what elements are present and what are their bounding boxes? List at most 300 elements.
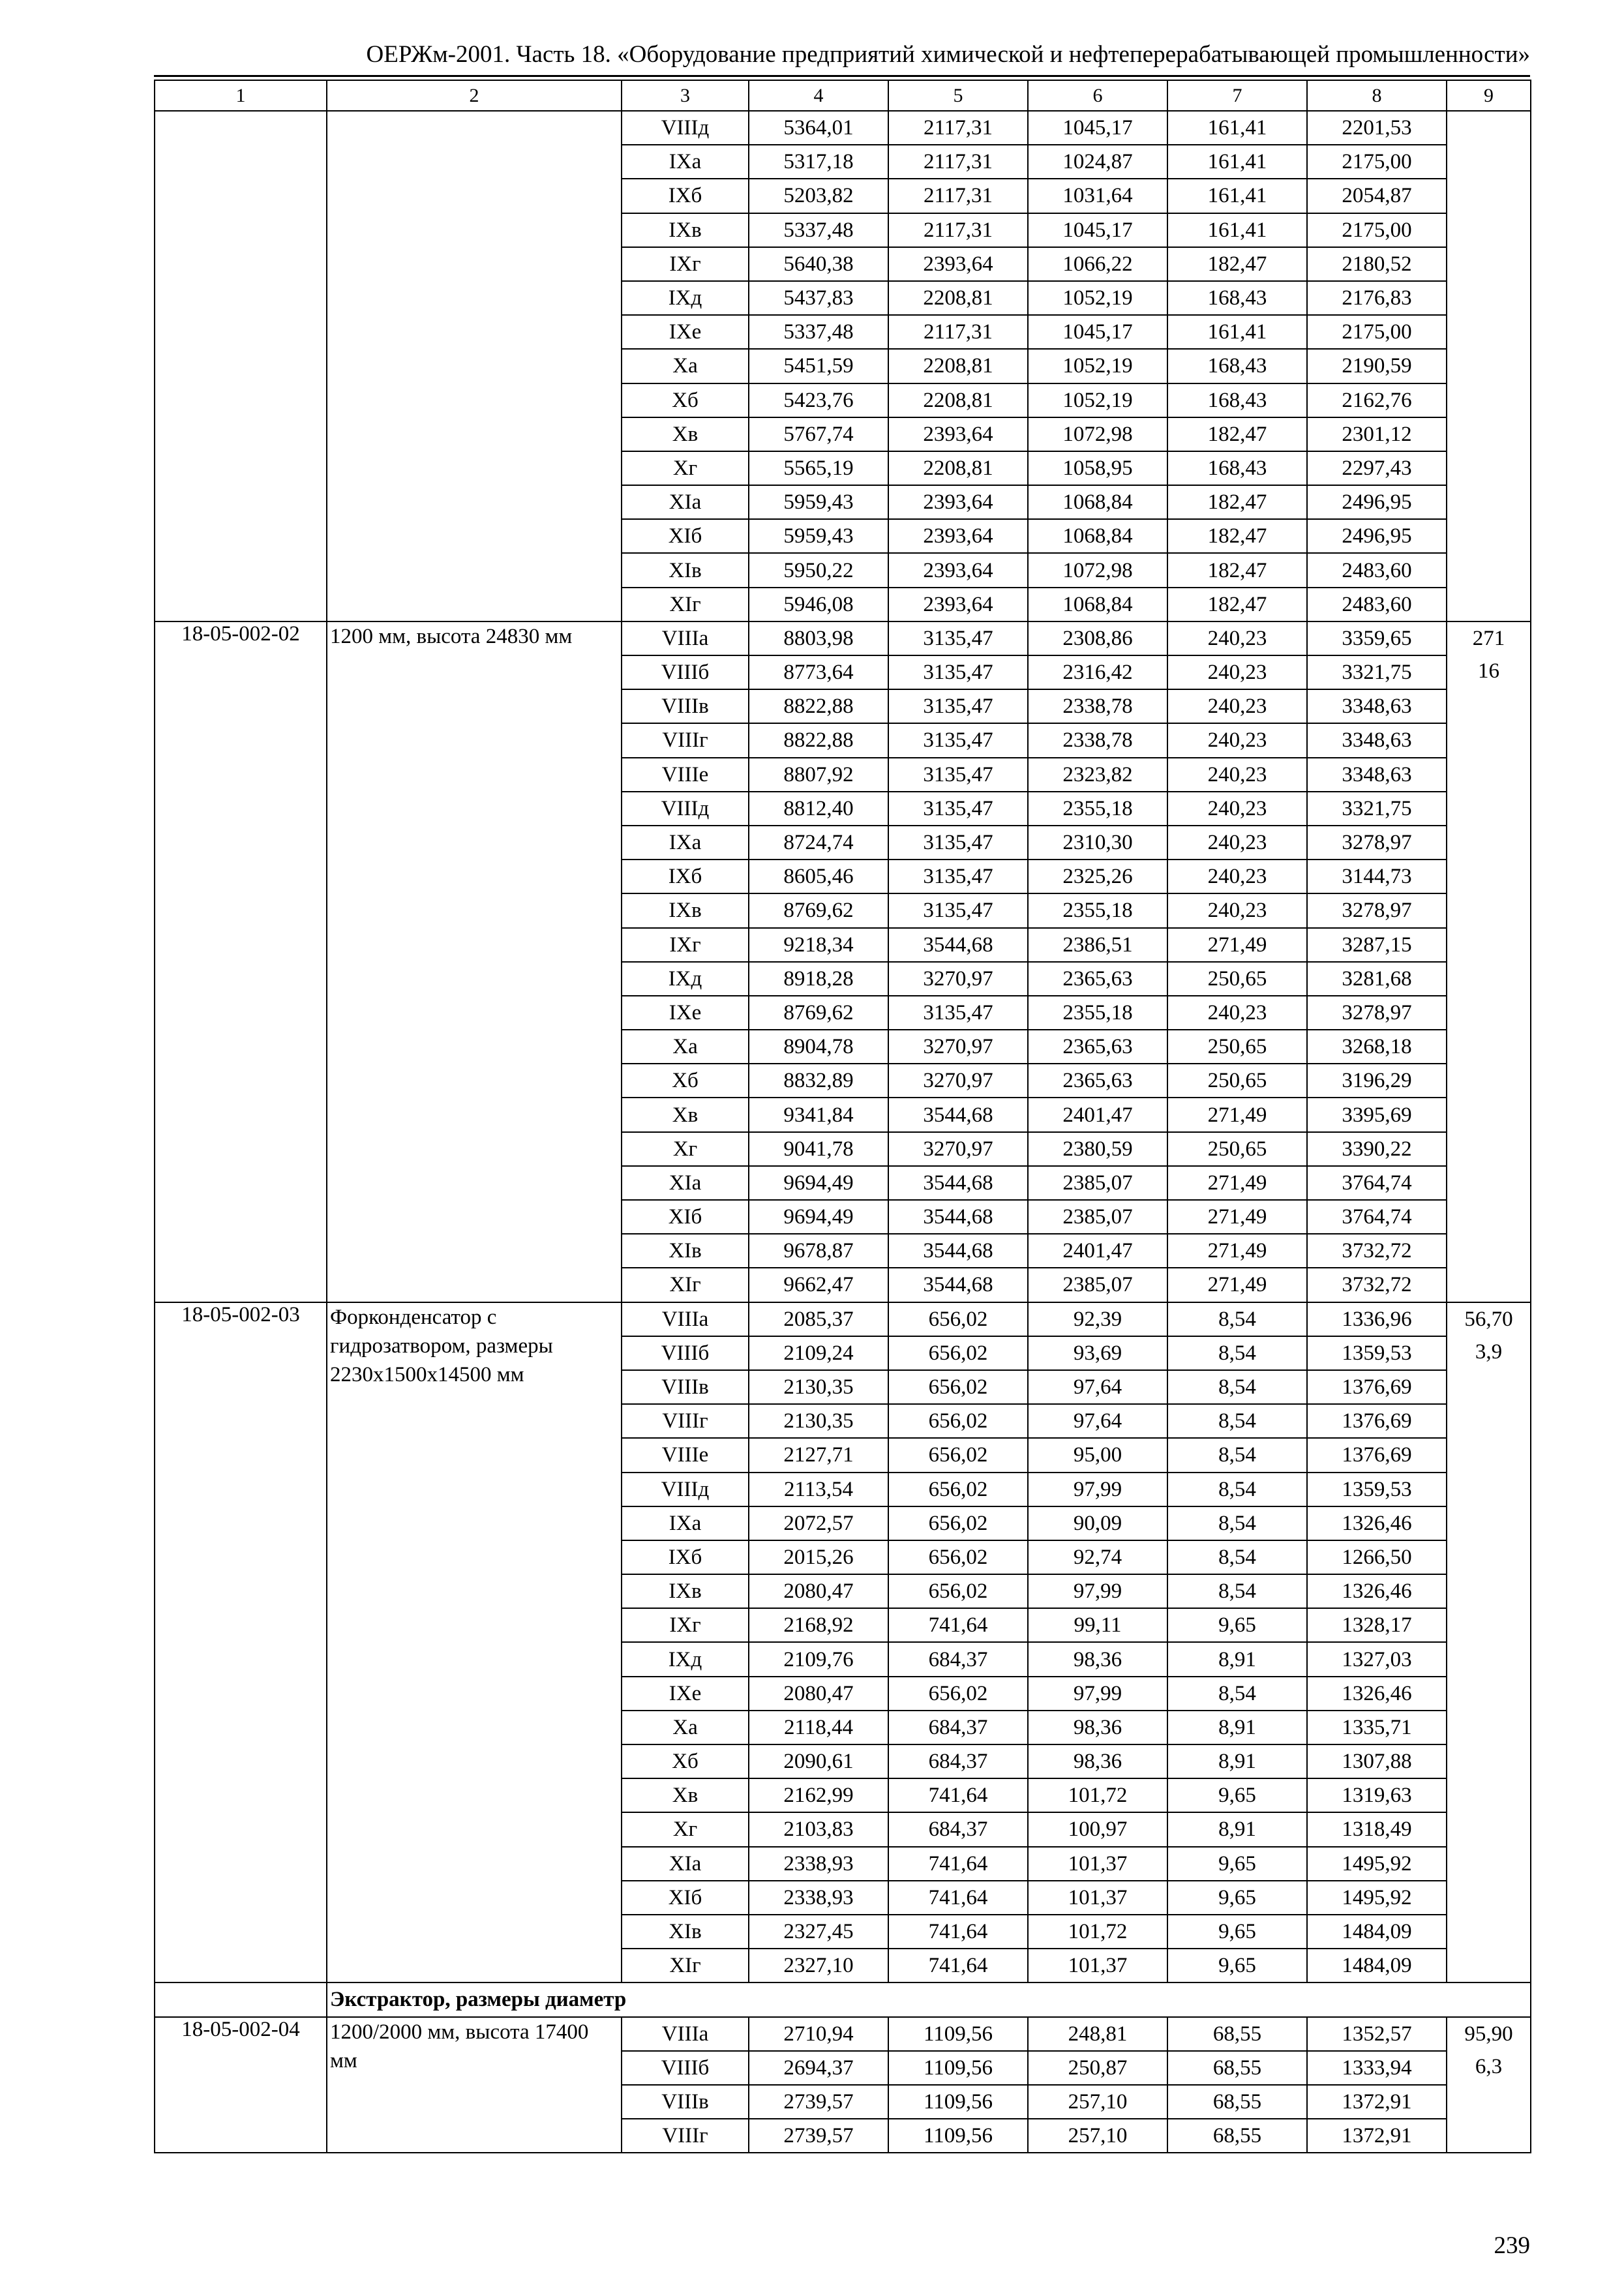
value-cell: 5423,76 (749, 383, 888, 417)
value-cell: 250,65 (1167, 1064, 1307, 1098)
value-cell: 3390,22 (1307, 1132, 1447, 1166)
value-cell: 8769,62 (749, 893, 888, 927)
value-cell: 8822,88 (749, 723, 888, 757)
value-cell: 656,02 (888, 1473, 1028, 1506)
value-cell: 3287,15 (1307, 928, 1447, 962)
value-cell: 2103,83 (749, 1812, 888, 1846)
value-cell: 8,54 (1167, 1540, 1307, 1574)
value-cell: 9,65 (1167, 1915, 1307, 1949)
value-cell: 2327,10 (749, 1949, 888, 1982)
value-cell: 8,54 (1167, 1438, 1307, 1472)
value-cell: 240,23 (1167, 792, 1307, 826)
value-cell: 2208,81 (888, 349, 1028, 383)
value-cell: 741,64 (888, 1949, 1028, 1982)
value-cell: 9,65 (1167, 1608, 1307, 1642)
value-cell: 1068,84 (1028, 588, 1167, 621)
value-cell: 656,02 (888, 1302, 1028, 1336)
value-cell: 2393,64 (888, 485, 1028, 519)
rate-name-cell (327, 111, 622, 621)
table-body (155, 80, 1531, 2153)
rate-code-cell: 18-05-002-03 (155, 1302, 327, 1983)
value-cell: 5946,08 (749, 588, 888, 621)
value-cell: 2323,82 (1028, 758, 1167, 792)
unit-value: 6,3 (1475, 2054, 1503, 2078)
value-cell: 95,00 (1028, 1438, 1167, 1472)
unit-values-cell (1447, 111, 1531, 621)
value-cell: 3278,97 (1307, 893, 1447, 927)
value-cell: 3135,47 (888, 860, 1028, 893)
column-number: 1 (155, 80, 327, 111)
region-cell: IXд (622, 281, 749, 315)
value-cell: 2327,45 (749, 1915, 888, 1949)
value-cell: 5959,43 (749, 485, 888, 519)
value-cell: 2127,71 (749, 1438, 888, 1472)
value-cell: 2380,59 (1028, 1132, 1167, 1166)
value-cell: 2176,83 (1307, 281, 1447, 315)
value-cell: 1266,50 (1307, 1540, 1447, 1574)
region-cell: Xг (622, 1812, 749, 1846)
table-row (155, 111, 1531, 145)
value-cell: 101,37 (1028, 1847, 1167, 1881)
value-cell: 2355,18 (1028, 792, 1167, 826)
value-cell: 248,81 (1028, 2017, 1167, 2051)
unit-value: 3,9 (1475, 1339, 1503, 1364)
value-cell: 3544,68 (888, 1234, 1028, 1268)
value-cell: 8769,62 (749, 996, 888, 1030)
value-cell: 161,41 (1167, 315, 1307, 349)
value-cell: 8,91 (1167, 1642, 1307, 1676)
region-cell: VIIIд (622, 1473, 749, 1506)
value-cell: 2113,54 (749, 1473, 888, 1506)
value-cell: 2393,64 (888, 519, 1028, 553)
region-cell: VIIIa (622, 1302, 749, 1336)
value-cell: 68,55 (1167, 2017, 1307, 2051)
region-cell: VIIIг (622, 2119, 749, 2153)
value-cell: 182,47 (1167, 417, 1307, 451)
value-cell: 3135,47 (888, 996, 1028, 1030)
value-cell: 8807,92 (749, 758, 888, 792)
value-cell: 3135,47 (888, 893, 1028, 927)
value-cell: 240,23 (1167, 893, 1307, 927)
region-cell: XIв (622, 1915, 749, 1949)
column-number: 9 (1447, 80, 1531, 111)
value-cell: 741,64 (888, 1608, 1028, 1642)
value-cell: 92,74 (1028, 1540, 1167, 1574)
value-cell: 3135,47 (888, 723, 1028, 757)
region-cell: Xб (622, 1744, 749, 1778)
column-number: 5 (888, 80, 1028, 111)
section-spacer (155, 1982, 327, 2016)
value-cell: 182,47 (1167, 553, 1307, 587)
value-cell: 3764,74 (1307, 1200, 1447, 1234)
value-cell: 656,02 (888, 1540, 1028, 1574)
region-cell: VIIIг (622, 1404, 749, 1438)
value-cell: 5337,48 (749, 315, 888, 349)
region-cell: VIIIa (622, 621, 749, 655)
value-cell: 2386,51 (1028, 928, 1167, 962)
value-cell: 1319,63 (1307, 1778, 1447, 1812)
value-cell: 2208,81 (888, 281, 1028, 315)
value-cell: 2117,31 (888, 213, 1028, 247)
value-cell: 8,54 (1167, 1677, 1307, 1711)
value-cell: 101,37 (1028, 1881, 1167, 1915)
value-cell: 182,47 (1167, 485, 1307, 519)
value-cell: 2118,44 (749, 1711, 888, 1744)
value-cell: 1495,92 (1307, 1847, 1447, 1881)
region-cell: XIб (622, 1881, 749, 1915)
region-cell: IXв (622, 1574, 749, 1608)
region-cell: IXe (622, 996, 749, 1030)
value-cell: 2208,81 (888, 383, 1028, 417)
region-cell: XIa (622, 1166, 749, 1200)
value-cell: 3544,68 (888, 1268, 1028, 1302)
value-cell: 2015,26 (749, 1540, 888, 1574)
column-number: 3 (622, 80, 749, 111)
value-cell: 2190,59 (1307, 349, 1447, 383)
value-cell: 250,87 (1028, 2051, 1167, 2085)
value-cell: 271,49 (1167, 1234, 1307, 1268)
value-cell: 9341,84 (749, 1098, 888, 1131)
value-cell: 168,43 (1167, 281, 1307, 315)
value-cell: 3732,72 (1307, 1268, 1447, 1302)
value-cell: 5640,38 (749, 247, 888, 281)
value-cell: 8,54 (1167, 1506, 1307, 1540)
region-cell: XIг (622, 1949, 749, 1982)
value-cell: 93,69 (1028, 1336, 1167, 1370)
value-cell: 8,54 (1167, 1336, 1307, 1370)
value-cell: 257,10 (1028, 2085, 1167, 2119)
value-cell: 1109,56 (888, 2085, 1028, 2119)
value-cell: 3544,68 (888, 1098, 1028, 1131)
value-cell: 1109,56 (888, 2119, 1028, 2153)
value-cell: 168,43 (1167, 349, 1307, 383)
value-cell: 8803,98 (749, 621, 888, 655)
value-cell: 1336,96 (1307, 1302, 1447, 1336)
region-cell: XIa (622, 485, 749, 519)
region-cell: Xг (622, 1132, 749, 1166)
value-cell: 2338,93 (749, 1881, 888, 1915)
value-cell: 2316,42 (1028, 655, 1167, 689)
value-cell: 101,37 (1028, 1949, 1167, 1982)
unit-values-cell (1447, 1302, 1531, 1983)
value-cell: 3544,68 (888, 1166, 1028, 1200)
region-cell: IXa (622, 1506, 749, 1540)
value-cell: 9662,47 (749, 1268, 888, 1302)
value-cell: 250,65 (1167, 1132, 1307, 1166)
value-cell: 2180,52 (1307, 247, 1447, 281)
value-cell: 5767,74 (749, 417, 888, 451)
column-number: 6 (1028, 80, 1167, 111)
value-cell: 9,65 (1167, 1847, 1307, 1881)
value-cell: 2162,76 (1307, 383, 1447, 417)
value-cell: 1495,92 (1307, 1881, 1447, 1915)
value-cell: 3732,72 (1307, 1234, 1447, 1268)
region-cell: VIIIб (622, 1336, 749, 1370)
value-cell: 271,49 (1167, 1166, 1307, 1200)
value-cell: 161,41 (1167, 111, 1307, 145)
value-cell: 2072,57 (749, 1506, 888, 1540)
value-cell: 168,43 (1167, 451, 1307, 485)
value-cell: 9694,49 (749, 1200, 888, 1234)
unit-value: 16 (1478, 659, 1499, 683)
value-cell: 2310,30 (1028, 826, 1167, 860)
value-cell: 240,23 (1167, 689, 1307, 723)
region-cell: VIIIд (622, 792, 749, 826)
value-cell: 3270,97 (888, 1030, 1028, 1064)
region-cell: VIIIв (622, 689, 749, 723)
value-cell: 100,97 (1028, 1812, 1167, 1846)
value-cell: 68,55 (1167, 2051, 1307, 2085)
region-cell: VIIIд (622, 111, 749, 145)
value-cell: 3348,63 (1307, 723, 1447, 757)
region-cell: IXa (622, 826, 749, 860)
value-cell: 684,37 (888, 1711, 1028, 1744)
value-cell: 2338,78 (1028, 689, 1167, 723)
section-heading: Экстрактор, размеры диаметр (327, 1982, 1531, 2016)
value-cell: 271,49 (1167, 1098, 1307, 1131)
value-cell: 2483,60 (1307, 553, 1447, 587)
value-cell: 2338,93 (749, 1847, 888, 1881)
value-cell: 97,99 (1028, 1677, 1167, 1711)
value-cell: 2085,37 (749, 1302, 888, 1336)
value-cell: 3135,47 (888, 758, 1028, 792)
value-cell: 2168,92 (749, 1608, 888, 1642)
value-cell: 3268,18 (1307, 1030, 1447, 1064)
value-cell: 3270,97 (888, 1132, 1028, 1166)
region-cell: Xa (622, 1030, 749, 1064)
region-cell: VIIIб (622, 655, 749, 689)
value-cell: 9041,78 (749, 1132, 888, 1166)
value-cell: 2393,64 (888, 588, 1028, 621)
value-cell: 182,47 (1167, 588, 1307, 621)
unit-values-cell (1447, 2017, 1531, 2153)
value-cell: 5437,83 (749, 281, 888, 315)
value-cell: 2130,35 (749, 1370, 888, 1404)
region-cell: IXe (622, 1677, 749, 1711)
value-cell: 3135,47 (888, 826, 1028, 860)
value-cell: 2365,63 (1028, 1064, 1167, 1098)
region-cell: IXг (622, 1608, 749, 1642)
value-cell: 240,23 (1167, 826, 1307, 860)
value-cell: 741,64 (888, 1915, 1028, 1949)
value-cell: 2117,31 (888, 111, 1028, 145)
value-cell: 2080,47 (749, 1677, 888, 1711)
value-cell: 656,02 (888, 1336, 1028, 1370)
value-cell: 2710,94 (749, 2017, 888, 2051)
value-cell: 68,55 (1167, 2119, 1307, 2153)
value-cell: 3270,97 (888, 962, 1028, 996)
value-cell: 8822,88 (749, 689, 888, 723)
value-cell: 97,99 (1028, 1574, 1167, 1608)
value-cell: 2301,12 (1307, 417, 1447, 451)
value-cell: 1372,91 (1307, 2085, 1447, 2119)
column-number: 4 (749, 80, 888, 111)
value-cell: 2739,57 (749, 2085, 888, 2119)
value-cell: 8724,74 (749, 826, 888, 860)
column-number-row (155, 80, 1531, 111)
value-cell: 99,11 (1028, 1608, 1167, 1642)
value-cell: 2385,07 (1028, 1166, 1167, 1200)
column-number: 8 (1307, 80, 1447, 111)
value-cell: 1372,91 (1307, 2119, 1447, 2153)
value-cell: 3135,47 (888, 689, 1028, 723)
value-cell: 656,02 (888, 1370, 1028, 1404)
value-cell: 9678,87 (749, 1234, 888, 1268)
value-cell: 3348,63 (1307, 758, 1447, 792)
value-cell: 1328,17 (1307, 1608, 1447, 1642)
value-cell: 3321,75 (1307, 655, 1447, 689)
table-row (155, 1302, 1531, 1336)
region-cell: IXд (622, 1642, 749, 1676)
value-cell: 2401,47 (1028, 1098, 1167, 1131)
value-cell: 2109,76 (749, 1642, 888, 1676)
value-cell: 240,23 (1167, 621, 1307, 655)
value-cell: 1335,71 (1307, 1711, 1447, 1744)
region-cell: IXг (622, 928, 749, 962)
value-cell: 2365,63 (1028, 1030, 1167, 1064)
page-header (154, 37, 1530, 77)
value-cell: 271,49 (1167, 1268, 1307, 1302)
region-cell: XIв (622, 553, 749, 587)
value-cell: 5337,48 (749, 213, 888, 247)
value-cell: 2175,00 (1307, 145, 1447, 179)
value-cell: 2694,37 (749, 2051, 888, 2085)
region-cell: XIб (622, 1200, 749, 1234)
region-cell: VIIIв (622, 2085, 749, 2119)
value-cell: 240,23 (1167, 860, 1307, 893)
region-cell: Xa (622, 1711, 749, 1744)
value-cell: 1318,49 (1307, 1812, 1447, 1846)
value-cell: 97,99 (1028, 1473, 1167, 1506)
value-cell: 9218,34 (749, 928, 888, 962)
value-cell: 2393,64 (888, 553, 1028, 587)
value-cell: 9,65 (1167, 1778, 1307, 1812)
value-cell: 2175,00 (1307, 315, 1447, 349)
region-cell: IXa (622, 145, 749, 179)
value-cell: 8,91 (1167, 1744, 1307, 1778)
value-cell: 2496,95 (1307, 519, 1447, 553)
region-cell: XIб (622, 519, 749, 553)
region-cell: XIг (622, 1268, 749, 1302)
value-cell: 1307,88 (1307, 1744, 1447, 1778)
value-cell: 3544,68 (888, 928, 1028, 962)
region-cell: IXe (622, 315, 749, 349)
region-cell: Xв (622, 1098, 749, 1131)
value-cell: 656,02 (888, 1438, 1028, 1472)
value-cell: 92,39 (1028, 1302, 1167, 1336)
value-cell: 3270,97 (888, 1064, 1028, 1098)
value-cell: 5565,19 (749, 451, 888, 485)
value-cell: 1072,98 (1028, 417, 1167, 451)
value-cell: 68,55 (1167, 2085, 1307, 2119)
value-cell: 2117,31 (888, 179, 1028, 213)
region-cell: VIIIe (622, 758, 749, 792)
value-cell: 101,72 (1028, 1915, 1167, 1949)
value-cell: 161,41 (1167, 145, 1307, 179)
value-cell: 2297,43 (1307, 451, 1447, 485)
value-cell: 3359,65 (1307, 621, 1447, 655)
value-cell: 3764,74 (1307, 1166, 1447, 1200)
value-cell: 271,49 (1167, 928, 1307, 962)
document-title: ОЕРЖм-2001. Часть 18. «Оборудование предприятий химической и нефтеперерабатывающей промышленности» (366, 41, 1530, 68)
value-cell: 741,64 (888, 1778, 1028, 1812)
value-cell: 98,36 (1028, 1642, 1167, 1676)
value-cell: 2393,64 (888, 417, 1028, 451)
value-cell: 2308,86 (1028, 621, 1167, 655)
value-cell: 1484,09 (1307, 1949, 1447, 1982)
value-cell: 3135,47 (888, 621, 1028, 655)
value-cell: 98,36 (1028, 1744, 1167, 1778)
value-cell: 3135,47 (888, 792, 1028, 826)
region-cell: Xв (622, 1778, 749, 1812)
table-row (155, 2017, 1531, 2051)
value-cell: 90,09 (1028, 1506, 1167, 1540)
value-cell: 2162,99 (749, 1778, 888, 1812)
value-cell: 1066,22 (1028, 247, 1167, 281)
value-cell: 2338,78 (1028, 723, 1167, 757)
value-cell: 240,23 (1167, 758, 1307, 792)
value-cell: 240,23 (1167, 655, 1307, 689)
value-cell: 101,72 (1028, 1778, 1167, 1812)
value-cell: 182,47 (1167, 247, 1307, 281)
unit-value: 271 (1472, 626, 1505, 650)
value-cell: 9,65 (1167, 1949, 1307, 1982)
value-cell: 1109,56 (888, 2017, 1028, 2051)
rates-table (154, 80, 1531, 2153)
value-cell: 8,54 (1167, 1370, 1307, 1404)
value-cell: 656,02 (888, 1574, 1028, 1608)
value-cell: 3348,63 (1307, 689, 1447, 723)
region-cell: VIIIб (622, 2051, 749, 2085)
region-cell: IXб (622, 1540, 749, 1574)
value-cell: 1326,46 (1307, 1677, 1447, 1711)
value-cell: 1109,56 (888, 2051, 1028, 2085)
region-cell: IXв (622, 893, 749, 927)
value-cell: 1052,19 (1028, 349, 1167, 383)
region-cell: XIг (622, 588, 749, 621)
value-cell: 2090,61 (749, 1744, 888, 1778)
region-cell: IXб (622, 179, 749, 213)
value-cell: 1045,17 (1028, 213, 1167, 247)
value-cell: 8,54 (1167, 1473, 1307, 1506)
unit-value: 56,70 (1464, 1307, 1513, 1331)
value-cell: 182,47 (1167, 519, 1307, 553)
value-cell: 2201,53 (1307, 111, 1447, 145)
value-cell: 3395,69 (1307, 1098, 1447, 1131)
value-cell: 2109,24 (749, 1336, 888, 1370)
value-cell: 161,41 (1167, 179, 1307, 213)
value-cell: 168,43 (1167, 383, 1307, 417)
value-cell: 8832,89 (749, 1064, 888, 1098)
value-cell: 8,54 (1167, 1404, 1307, 1438)
value-cell: 8,54 (1167, 1302, 1307, 1336)
value-cell: 684,37 (888, 1812, 1028, 1846)
section-row (155, 1982, 1531, 2016)
value-cell: 1333,94 (1307, 2051, 1447, 2085)
unit-value: 95,90 (1464, 2022, 1513, 2046)
region-cell: XIв (622, 1234, 749, 1268)
region-cell: VIIIe (622, 1438, 749, 1472)
region-cell: Xв (622, 417, 749, 451)
value-cell: 1352,57 (1307, 2017, 1447, 2051)
value-cell: 1376,69 (1307, 1404, 1447, 1438)
value-cell: 1327,03 (1307, 1642, 1447, 1676)
value-cell: 8773,64 (749, 655, 888, 689)
value-cell: 2130,35 (749, 1404, 888, 1438)
value-cell: 5203,82 (749, 179, 888, 213)
region-cell: Xг (622, 451, 749, 485)
column-number: 7 (1167, 80, 1307, 111)
